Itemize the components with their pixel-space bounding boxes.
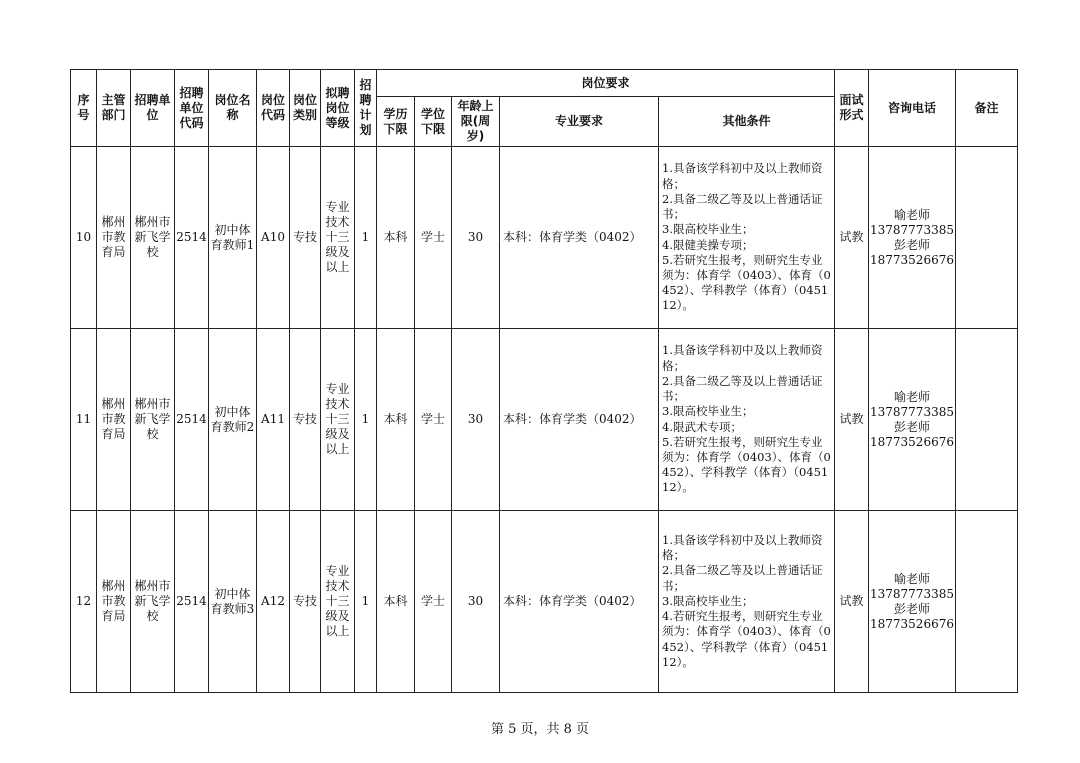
contact-phone: 18773526676 [870,434,954,449]
contact-name: 喻老师 [893,389,930,404]
cell-major: 本科：体育学类（0402） [500,329,659,511]
header-plan: 招聘计划 [355,70,377,147]
cell-unit-code: 2514 [175,511,209,693]
contact-name: 彭老师 [893,237,930,252]
header-other: 其他条件 [659,97,835,147]
condition-line: 5.若研究生报考，则研究生专业须为：体育学（0403）、体育（0452）、学科教学（体育）（045112）。 [662,434,831,495]
cell-conditions [659,329,835,511]
cell-major: 本科：体育学类（0402） [500,511,659,693]
header-phone: 咨询电话 [869,70,956,147]
recruitment-table-container [70,69,1018,693]
condition-line: 4.限健美操专项； [662,237,754,252]
cell-phone [869,511,956,693]
contact-phone: 18773526676 [870,252,954,267]
header-unit: 招聘单位 [131,70,175,147]
header-major: 专业要求 [500,97,659,147]
cell-plan: 1 [355,147,377,329]
cell-dept: 郴州市教育局 [97,511,131,693]
contact-name: 喻老师 [893,207,930,222]
header-dept: 主管部门 [97,70,131,147]
cell-post-name: 初中体育教师3 [209,511,257,693]
cell-degree: 学士 [415,329,452,511]
cell-unit: 郴州市新飞学校 [131,147,175,329]
cell-unit: 郴州市新飞学校 [131,511,175,693]
cell-degree: 学士 [415,511,452,693]
condition-line: 3.限高校毕业生； [662,593,754,608]
cell-remark [955,329,1017,511]
header-exam: 面试形式 [835,70,869,147]
cell-exam: 试教 [835,511,869,693]
condition-line: 3.限高校毕业生； [662,404,754,419]
page-footer: 第 5 页，共 8 页 [490,722,590,737]
cell-plan: 1 [355,511,377,693]
cell-seq: 10 [71,147,97,329]
contact-phone: 13787773385 [870,586,954,601]
cell-degree: 学士 [415,147,452,329]
cell-seq: 11 [71,329,97,511]
cell-major: 本科：体育学类（0402） [500,147,659,329]
header-remark: 备注 [955,70,1017,147]
contact-phone: 13787773385 [870,404,954,419]
cell-exam: 试教 [835,147,869,329]
cell-age: 30 [452,329,500,511]
contact-name: 彭老师 [893,601,930,616]
header-requirements: 岗位要求 [377,70,835,97]
cell-edu: 本科 [377,147,415,329]
header-unit-code: 招聘单位代码 [175,70,209,147]
header-seq: 序号 [71,70,97,147]
header-grade: 拟聘岗位等级 [321,70,355,147]
cell-age: 30 [452,147,500,329]
header-degree: 学位下限 [415,97,452,147]
cell-phone [869,329,956,511]
condition-line: 3.限高校毕业生； [662,222,754,237]
table-body [71,147,1018,693]
cell-grade: 专业技术十三级及以上 [321,329,355,511]
contact-name: 喻老师 [893,571,930,586]
cell-unit-code: 2514 [175,147,209,329]
cell-post-type: 专技 [290,511,321,693]
cell-post-name: 初中体育教师2 [209,329,257,511]
cell-unit: 郴州市新飞学校 [131,329,175,511]
cell-remark [955,147,1017,329]
cell-grade: 专业技术十三级及以上 [321,147,355,329]
cell-unit-code: 2514 [175,329,209,511]
cell-remark [955,511,1017,693]
condition-line: 2.具备二级乙等及以上普通话证书； [662,563,823,593]
cell-phone [869,147,956,329]
table-row [71,511,1018,693]
header-age: 年龄上限(周岁) [452,97,500,147]
table-row [71,147,1018,329]
condition-line: 2.具备二级乙等及以上普通话证书； [662,373,823,404]
cell-seq: 12 [71,511,97,693]
contact-phone: 18773526676 [870,616,954,631]
header-edu: 学历下限 [377,97,415,147]
cell-post-name: 初中体育教师1 [209,147,257,329]
header-post-type: 岗位类别 [290,70,321,147]
header-post-code: 岗位代码 [257,70,290,147]
contact-name: 彭老师 [893,419,930,434]
recruitment-table [70,69,1018,693]
cell-post-code: A10 [257,147,290,329]
table-header [71,70,1018,147]
cell-post-type: 专技 [290,329,321,511]
condition-line: 2.具备二级乙等及以上普通话证书； [662,191,823,222]
condition-line: 1.具备该学科初中及以上教师资格； [662,161,823,191]
cell-post-type: 专技 [290,147,321,329]
condition-line: 1.具备该学科初中及以上教师资格； [662,343,823,373]
contact-phone: 13787773385 [870,222,954,237]
condition-line: 4.限武术专项； [662,419,742,434]
condition-line: 5.若研究生报考，则研究生专业须为：体育学（0403）、体育（0452）、学科教学（体育）（045112）。 [662,252,831,313]
cell-age: 30 [452,511,500,693]
condition-line: 1.具备该学科初中及以上教师资格； [662,533,823,563]
header-post-name: 岗位名称 [209,70,257,147]
cell-post-code: A12 [257,511,290,693]
cell-edu: 本科 [377,329,415,511]
cell-edu: 本科 [377,511,415,693]
cell-exam: 试教 [835,329,869,511]
cell-post-code: A11 [257,329,290,511]
table-row [71,329,1018,511]
cell-grade: 专业技术十三级及以上 [321,511,355,693]
cell-dept: 郴州市教育局 [97,329,131,511]
cell-dept: 郴州市教育局 [97,147,131,329]
cell-conditions [659,147,835,329]
cell-plan: 1 [355,329,377,511]
condition-line: 4.若研究生报考，则研究生专业须为：体育学（0403）、体育（0452）、学科教学（体育）（045112）。 [662,609,831,669]
cell-conditions [659,511,835,693]
